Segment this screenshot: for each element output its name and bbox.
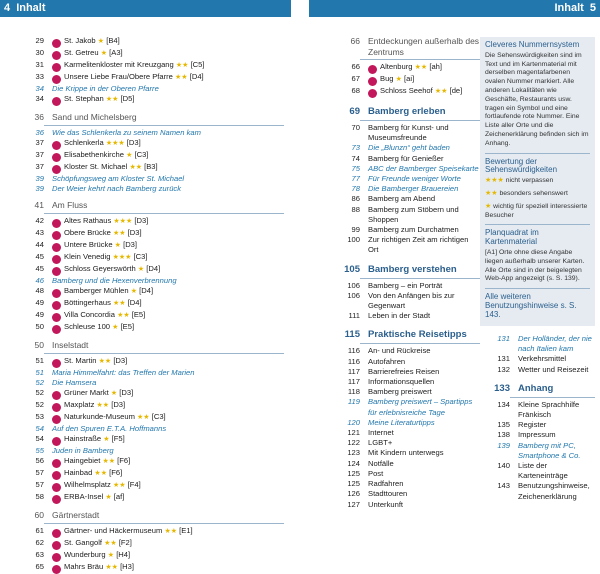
toc-entry[interactable]: 49 Böttingerhaus ★★ [D4] xyxy=(14,298,284,310)
poi-marker-icon xyxy=(52,301,61,310)
star-icon: ★★★ xyxy=(112,253,132,261)
toc-entry[interactable]: 122 LGBT+ xyxy=(347,438,393,448)
toc-entry[interactable]: 134 Kleine Sprachhilfe Fränkisch xyxy=(497,399,580,420)
rating-title: Bewertung der Sehenswürdigkeiten xyxy=(485,156,558,175)
toc-entry[interactable]: 111 Leben in der Stadt xyxy=(348,311,431,321)
toc-entry[interactable]: 52 Maxplatz ★★ [D3] xyxy=(14,400,284,412)
toc-entry[interactable]: 88 Bamberg zum Stöbern und Shoppen xyxy=(351,204,459,224)
toc-entry[interactable]: 74 Bamberg für Genießer xyxy=(351,153,444,163)
toc-entry[interactable]: 63 Wunderburg ★ [H4] xyxy=(14,550,284,562)
toc-entry[interactable]: 99 Bamberg zum Durchatmen xyxy=(351,225,459,235)
star-icon: ★ xyxy=(97,38,105,45)
toc-feature-entry[interactable]: 39 Der Weier kehrt nach Bamberg zurück xyxy=(35,184,182,194)
poi-marker-icon xyxy=(52,437,61,446)
poi-marker-icon xyxy=(52,63,61,72)
star-icon: ★★★ xyxy=(485,177,504,185)
toc-entry[interactable]: 116 Autofahren xyxy=(347,356,406,366)
rating-line-2: ★★ besonders sehenswert xyxy=(485,189,568,197)
star-icon: ★ xyxy=(126,151,133,159)
rating-line-1: ★★★ nicht verpassen xyxy=(485,177,554,185)
toc-entry[interactable]: 125 Post xyxy=(347,468,384,478)
page-title: Inhalt xyxy=(554,2,584,14)
toc-entry[interactable]: 106 Bamberg – ein Porträt xyxy=(347,280,443,290)
toc-entry[interactable]: 37 Elisabethenkirche ★ [C3] xyxy=(14,150,284,162)
star-icon: ★★ xyxy=(175,74,188,81)
poi-marker-icon xyxy=(52,325,61,334)
toc-feature-entry[interactable]: 77 Für Freunde weniger Worte xyxy=(351,174,461,184)
star-icon: ★★ xyxy=(105,563,118,571)
star-icon: ★ xyxy=(137,265,145,273)
poi-marker-icon xyxy=(52,553,61,562)
poi-marker-icon xyxy=(52,51,61,60)
toc-feature-entry[interactable]: 36 Wie das Schlenkerla zu seinem Namen kam xyxy=(35,127,201,137)
star-icon: ★★ xyxy=(117,312,130,320)
star-icon: ★ xyxy=(130,288,137,296)
toc-entry[interactable]: 65 Mahrs Bräu ★★ [H3] xyxy=(14,562,284,574)
toc-entry[interactable]: 56 Haingebiet ★★ [F6] xyxy=(14,456,284,468)
toc-entry[interactable]: 127 Unterkunft xyxy=(347,499,404,509)
divider xyxy=(485,224,590,225)
poi-marker-icon xyxy=(368,65,377,74)
poi-marker-icon xyxy=(52,267,61,276)
section-heading: 115 Praktische Reisetipps xyxy=(344,329,467,341)
poi-marker-icon xyxy=(52,231,61,240)
poi-marker-icon xyxy=(52,141,61,150)
toc-entry[interactable]: 30 St. Getreu ★ [A3] xyxy=(14,48,284,60)
star-icon: ★★ xyxy=(112,482,126,490)
star-icon: ★★ xyxy=(96,401,110,409)
toc-entry[interactable]: 132 Wetter und Reisezeit xyxy=(497,364,589,374)
star-icon: ★★ xyxy=(485,189,498,197)
toc-entry[interactable]: 51 St. Martin ★★ [D3] xyxy=(14,356,284,368)
page-header-left xyxy=(0,0,291,17)
toc-entry[interactable]: 70 Bamberg für Kunst- und Museumsfreunde xyxy=(351,123,449,143)
poi-marker-icon xyxy=(52,403,61,412)
section-heading: 105 Bamberg verstehen xyxy=(344,263,457,275)
toc-entry[interactable]: 37 Schlenkerla ★★★ [D3] xyxy=(14,138,284,150)
toc-column-right xyxy=(480,334,595,502)
divider xyxy=(485,153,590,154)
grid-title: Planquadrat im Kartenmaterial xyxy=(485,228,539,247)
toc-entry[interactable]: 140 Liste der Karteneinträge xyxy=(497,461,568,481)
toc-entry[interactable]: 117 Barrierefreies Reisen xyxy=(347,366,440,376)
info-box-title: Cleveres Nummernsystem xyxy=(485,40,580,49)
toc-feature-entry[interactable]: 39 Schöpfungsweg am Kloster St. Michael xyxy=(35,173,185,183)
star-icon: ★★★ xyxy=(113,217,133,225)
section-heading: 36 Sand und Michelsberg xyxy=(34,112,137,123)
toc-entry[interactable]: 45 Klein Venedig ★★★ [C3] xyxy=(14,252,284,264)
toc-entry[interactable]: 29 St. Jakob ★ [B4] xyxy=(14,36,284,48)
toc-entry[interactable]: 58 ERBA-Insel ★ [af] xyxy=(14,492,284,504)
page-number: 5 xyxy=(589,2,596,14)
toc-feature-entry[interactable]: 52 Die Hamsera xyxy=(35,377,97,387)
poi-marker-icon xyxy=(52,541,61,550)
poi-marker-icon xyxy=(52,565,61,574)
star-icon: ★★ xyxy=(164,527,178,535)
toc-entry[interactable]: 31 Karmelitenkloster mit Kreuzgang ★★ [C5] xyxy=(14,60,284,72)
poi-marker-icon xyxy=(52,255,61,264)
divider xyxy=(360,59,480,60)
star-icon: ★★ xyxy=(105,96,119,104)
star-icon: ★ xyxy=(100,50,108,57)
toc-entry[interactable]: 121 Internet xyxy=(347,428,394,438)
toc-entry[interactable]: 117 Informationsquellen xyxy=(347,377,435,387)
poi-marker-icon xyxy=(52,471,61,480)
star-icon: ★★ xyxy=(175,62,189,69)
divider xyxy=(44,353,284,354)
toc-entry[interactable]: 45 Schloss Geyerswörth ★ [D4] xyxy=(14,264,284,276)
toc-feature-entry[interactable]: 120 Meine Literaturtipps xyxy=(347,417,435,427)
poi-marker-icon xyxy=(368,77,377,86)
info-box-text: Die Sehenswürdigkeiten sind im Text und im Kartenmaterial mit derselben magentafarbenen ovalen Nummer markiert. Alle anderen Lokalitäten wie Geschäfte, Restaurants usw. tragen ein Symbol und eine fortlaufende rote Nummer. Eine Liste aller Orte und die Zeichenerklärung befinden sich im Anhang. xyxy=(485,51,589,147)
toc-feature-entry[interactable]: 55 Juden in Bamberg xyxy=(35,446,114,456)
divider xyxy=(360,278,480,279)
toc-feature-entry[interactable]: 46 Bamberg und die Hexenverbrennung xyxy=(35,275,177,285)
section-heading: 50 Inselstadt xyxy=(34,340,89,351)
star-icon: ★★ xyxy=(137,413,150,421)
toc-feature-entry[interactable]: 51 Maria Himmelfahrt: das Treffen der Marien xyxy=(35,367,195,377)
toc-entry[interactable]: 118 Bamberg preiswert xyxy=(347,387,432,397)
toc-feature-entry[interactable]: 139 Bamberg mit PC, Smartphone & Co. xyxy=(497,440,581,460)
toc-feature-entry[interactable]: 131 Der Holländer, der nie nach Italien kam xyxy=(497,334,592,354)
star-icon: ★ xyxy=(112,324,119,332)
poi-marker-icon xyxy=(52,165,61,174)
toc-feature-entry[interactable]: 73 Die „Blunzn“ geht baden xyxy=(351,143,450,153)
toc-entry[interactable]: 52 Grüner Markt ★ [D3] xyxy=(14,388,284,400)
section-heading: 66 Entdeckungen außerhalb des Zentrums xyxy=(350,36,480,57)
poi-marker-icon xyxy=(52,391,61,400)
poi-marker-icon xyxy=(52,75,61,84)
toc-entry[interactable]: 116 An- und Rückreise xyxy=(347,346,431,356)
star-icon: ★★ xyxy=(129,163,142,171)
toc-entry[interactable]: 126 Stadttouren xyxy=(347,489,408,499)
page-number: 4 xyxy=(4,2,11,14)
toc-entry[interactable]: 43 Obere Brücke ★★ [D3] xyxy=(14,228,284,240)
toc-entry[interactable]: 57 Wilhelmsplatz ★★ [F4] xyxy=(14,480,284,492)
toc-entry[interactable]: 62 St. Gangolf ★★ [F2] xyxy=(14,538,284,550)
grid-text: [A1] Orte ohne diese Angabe liegen außerhalb unserer Karten. Alle Orte sind in der beigelegten Web-App angezeigt (s. S. 139). xyxy=(485,248,585,283)
section-heading: 60 Gärtnerstadt xyxy=(34,510,100,521)
poi-marker-icon xyxy=(52,359,61,368)
toc-feature-entry[interactable]: 119 Bamberg preiswert – Spartipps für erlebnisreiche Tage xyxy=(347,397,473,417)
hints-note: Alle weiteren Benutzungshinweise s. S. 143. xyxy=(485,292,577,319)
toc-column-middle xyxy=(330,36,480,510)
toc-feature-entry[interactable]: 34 Die Krippe in der Oberen Pfarre xyxy=(35,84,159,93)
star-icon: ★★ xyxy=(94,470,107,478)
toc-entry[interactable]: 34 St. Stephan ★★ [D5] xyxy=(14,94,284,106)
poi-marker-icon xyxy=(52,495,61,504)
star-icon: ★ xyxy=(110,389,118,397)
star-icon: ★ xyxy=(103,436,110,444)
toc-entry[interactable]: 125 Radfahren xyxy=(347,479,404,489)
toc-entry[interactable]: 123 Mit Kindern unterwegs xyxy=(347,448,444,458)
star-icon: ★★ xyxy=(434,88,448,95)
poi-marker-icon xyxy=(52,459,61,468)
section-heading: 69 Bamberg erleben xyxy=(349,106,446,117)
poi-marker-icon xyxy=(52,219,61,228)
divider xyxy=(44,523,284,524)
toc-entry[interactable]: 42 Altes Rathaus ★★★ [D3] xyxy=(14,216,284,228)
toc-feature-entry[interactable]: 54 Auf den Spuren E.T.A. Hoffmanns xyxy=(35,423,167,433)
divider xyxy=(510,397,595,398)
star-icon: ★ xyxy=(107,551,115,559)
toc-entry[interactable]: 143 Benutzungshinweise, Zeichenerklärung xyxy=(497,481,590,501)
toc-feature-entry[interactable]: 75 ABC der Bamberger Speisekarte xyxy=(351,163,479,173)
star-icon: ★★ xyxy=(414,64,428,71)
divider xyxy=(360,120,480,121)
toc-entry[interactable]: 44 Untere Brücke ★ [D3] xyxy=(14,240,284,252)
star-icon: ★★ xyxy=(104,539,117,547)
star-icon: ★★ xyxy=(98,357,112,365)
toc-entry[interactable]: 54 Hainstraße ★ [F5] xyxy=(14,434,284,446)
poi-marker-icon xyxy=(52,39,61,48)
toc-entry[interactable]: 67 Bug ★ [ai] xyxy=(330,74,480,86)
toc-entry[interactable]: 106 Von den Anfängen bis zur Gegenwart xyxy=(347,290,455,311)
poi-marker-icon xyxy=(52,289,61,298)
toc-entry[interactable]: 100 Zur richtigen Zeit am richtigen Ort xyxy=(347,235,469,255)
toc-entry[interactable]: 138 Impressum xyxy=(497,430,556,440)
rating-line-3: ★ wichtig für speziell interessierte Besucher xyxy=(485,202,588,219)
toc-entry[interactable]: 37 Kloster St. Michael ★★ [B3] xyxy=(14,162,284,174)
poi-marker-icon xyxy=(52,483,61,492)
toc-entry[interactable]: 53 Naturkunde-Museum ★★ [C3] xyxy=(14,412,284,424)
poi-marker-icon xyxy=(52,313,61,322)
toc-entry[interactable]: 49 Villa Concordia ★★ [E5] xyxy=(14,310,284,322)
toc-entry[interactable]: 57 Hainbad ★★ [F6] xyxy=(14,468,284,480)
poi-marker-icon xyxy=(368,89,377,98)
star-icon: ★★ xyxy=(112,229,126,237)
star-icon: ★★★ xyxy=(105,139,125,147)
poi-marker-icon xyxy=(52,415,61,424)
star-icon: ★ xyxy=(485,202,492,210)
section-heading: 41 Am Fluss xyxy=(34,200,88,211)
toc-entry[interactable]: 61 Gärtner- und Häckermuseum ★★ [E1] xyxy=(14,526,284,538)
poi-marker-icon xyxy=(52,243,61,252)
toc-column-left xyxy=(14,36,284,574)
toc-entry[interactable]: 86 Bamberg am Abend xyxy=(351,194,436,204)
star-icon: ★ xyxy=(105,494,112,502)
poi-marker-icon xyxy=(52,97,61,106)
toc-entry[interactable]: 33 Unsere Liebe Frau/Obere Pfarre ★★ [D4] xyxy=(14,72,284,84)
toc-feature-entry[interactable]: 78 Die Bamberger Brauereien xyxy=(351,184,459,194)
page-header-right xyxy=(309,0,600,17)
divider xyxy=(44,213,284,214)
toc-entry[interactable]: 68 Schloss Seehof ★★ [de] xyxy=(330,86,480,98)
page-title: Inhalt xyxy=(16,2,46,14)
toc-entry[interactable]: 48 Bamberger Mühlen ★ [D4] xyxy=(14,286,284,298)
star-icon: ★ xyxy=(114,241,121,249)
toc-entry[interactable]: 135 Register xyxy=(497,420,547,430)
divider xyxy=(485,288,590,289)
divider xyxy=(360,343,480,344)
poi-marker-icon xyxy=(52,153,61,162)
star-icon: ★★ xyxy=(102,458,115,466)
toc-entry[interactable]: 66 Altenburg ★★ [ah] xyxy=(330,62,480,74)
info-box xyxy=(480,37,595,326)
section-heading: 133 Anhang xyxy=(494,382,554,394)
toc-entry[interactable]: 131 Verkehrsmittel xyxy=(497,354,567,364)
star-icon: ★ xyxy=(395,76,402,83)
poi-marker-icon xyxy=(52,529,61,538)
star-icon: ★★ xyxy=(113,300,126,308)
toc-entry[interactable]: 50 Schleuse 100 ★ [E5] xyxy=(14,322,284,334)
toc-entry[interactable]: 124 Notfälle xyxy=(347,458,394,468)
divider xyxy=(44,125,284,126)
